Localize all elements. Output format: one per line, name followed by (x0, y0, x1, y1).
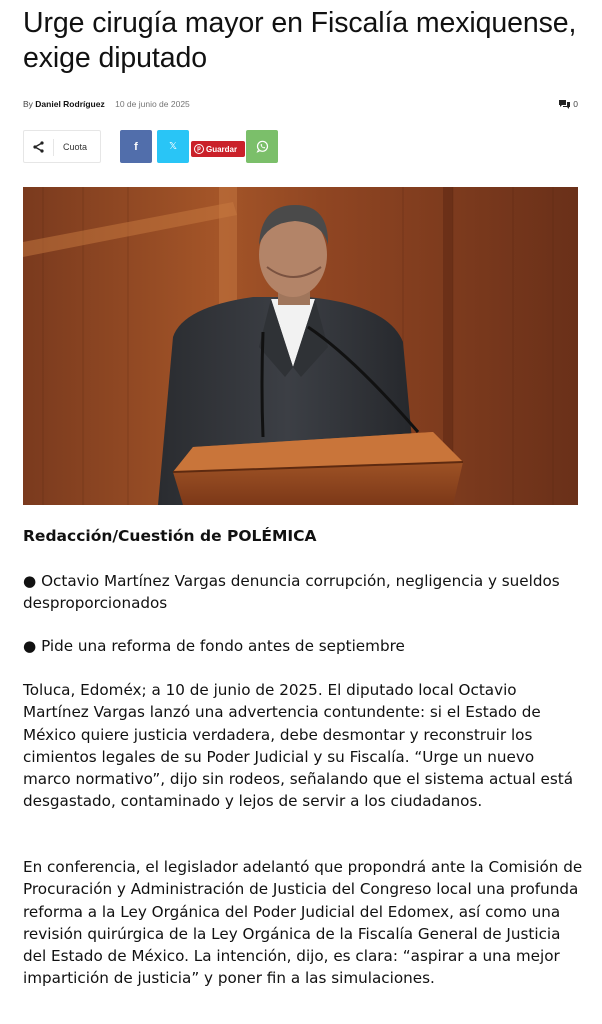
summary-bullet: ● Pide una reforma de fondo antes de septiembre (23, 637, 405, 655)
article-byline: Redacción/Cuestión de POLÉMICA (23, 527, 317, 545)
whatsapp-icon (256, 140, 269, 153)
comments-count: 0 (573, 99, 578, 109)
post-date: 10 de junio de 2025 (115, 99, 190, 109)
post-meta (23, 99, 578, 111)
speaker-at-podium-image (23, 187, 578, 505)
article-title: Urge cirugía mayor en Fiscalía mexiquense, exige diputado (23, 7, 577, 74)
article-paragraph: En conferencia, el legislador adelantó que propondrá ante la Comisión de Procuración y Administración de Justicia del Congreso local una profunda reforma a la Ley Orgánica del Poder Judicial del Edomex, así como una revisión quirúrgica de la Ley Orgánica de la Fiscalía General de Justicia del Estado de México. La intención, dijo, es clara: “aspirar a una mejor impartición de justicia” y poner fin a las simulaciones. (23, 858, 583, 988)
by-prefix: By (23, 99, 33, 109)
facebook-share-button[interactable] (120, 130, 152, 163)
whatsapp-share-button[interactable] (246, 130, 278, 163)
author-link[interactable]: Daniel Rodríguez (35, 99, 105, 109)
pinterest-label: Guardar (206, 144, 238, 154)
pinterest-save-button[interactable] (191, 141, 245, 157)
x-icon: 𝕏 (168, 141, 178, 152)
comment-icon (559, 100, 570, 109)
x-share-button[interactable] (157, 130, 189, 163)
pinterest-icon: p (194, 144, 204, 154)
share-icon (33, 141, 44, 153)
article-photo (23, 187, 578, 505)
share-separator (53, 139, 54, 156)
share-label: Cuota (63, 142, 88, 152)
article-paragraph: Toluca, Edoméx; a 10 de junio de 2025. El diputado local Octavio Martínez Vargas lanzó una advertencia contundente: si el Estado de México quiere justicia verdadera, debe desmontar y reconstruir los cimientos legales de su Poder Judicial y su Fiscalía. “Urge un nuevo marco normativo”, dijo sin rodeos, señalando que el sistema actual está desgastado, contaminado y lejos de servir a los ciudadanos. (23, 681, 574, 811)
share-bar (23, 130, 583, 163)
summary-bullet: ● Octavio Martínez Vargas denuncia corrupción, negligencia y sueldos desproporcionados (23, 572, 560, 613)
share-label-box[interactable] (23, 130, 101, 163)
comments-link[interactable] (559, 99, 578, 109)
facebook-icon: f (134, 140, 138, 153)
